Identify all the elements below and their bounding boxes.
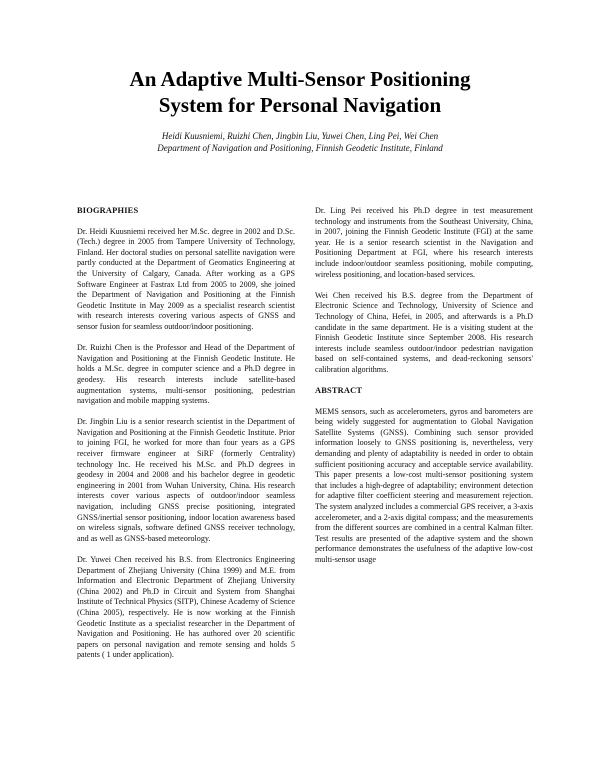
biography-yuwei-chen: Dr. Yuwei Chen received his B.S. from Electronics Engineering Department of Zhejiang University (China 1999) and M.E. from Information and Electronic Department of Zhejiang University (China 2002) and Ph.D in Circuit and System from Shanghai Institute of Technical Physics (SITP), Chinese Academy of Science (China 2005), respectively. He is now working at the Finnish Geodetic Institute as a specialist researcher in the Department of Navigation and Positioning. He has authored over 20 scientific papers on personal navigation and remote sensing and holds 5 patents ( 1 under application). [77,555,295,660]
paper-title [0,66,600,118]
biography-kuusniemi: Dr. Heidi Kuusniemi received her M.Sc. degree in 2002 and D.Sc. (Tech.) degree in 2005 from Tampere University of Technology, Finland. Her doctoral studies on personal satellite navigation were partly conducted at the Department of Geomatics Engineering at the University of Calgary, Canada. After working as a GPS Software Engineer at Fastrax Ltd from 2005 to 2009, she joined the Department of Navigation and Positioning at the Finnish Geodetic Institute in May 2009 as a specialist research scientist with research interests covering various aspects of GNSS and sensor fusion for seamless outdoor/indoor positioning. [77,226,295,331]
author-block [0,130,600,154]
biography-wei-chen: Wei Chen received his B.S. degree from the Department of Electronic Science and Technology, University of Science and Technology of China, Hefei, in 2005, and afterwards is a Ph.D candidate in the same department. He is a visiting student at the Finnish Geodetic Institute since September 2008. His research interests include seamless outdoor/indoor pedestrian navigation based on self-contained systems, and dead-reckoning sensors' calibration algorithms. [315,290,533,374]
biography-liu: Dr. Jingbin Liu is a senior research scientist in the Department of Navigation and Positioning at the Finnish Geodetic Institute. Prior to joining FGI, he worked for more than four years as a GPS receiver firmware engineer at SiRF (formerly Centrality) technology Inc. He received his M.Sc. and Ph.D degrees in geodesy in 2004 and 2008 and his bachelor degree in geodetic engineering in 2001 from Wuhan University, China. His research interests cover various aspects of outdoor/indoor seamless navigation, including GNSS precise positioning, integrated GNSS/inertial sensor positioning, indoor location awareness based on wireless signals, software defined GNSS receiver technology, and as well as GNSS-based meteorology. [77,417,295,543]
author-affiliation: Department of Navigation and Positioning, Finnish Geodetic Institute, Finland [157,143,443,153]
abstract-heading: ABSTRACT [315,386,363,396]
biographies-heading: BIOGRAPHIES [77,206,139,215]
author-names: Heidi Kuusniemi, Ruizhi Chen, Jingbin Liu, Yuwei Chen, Ling Pei, Wei Chen [161,131,439,141]
biography-pei: Dr. Ling Pei received his Ph.D degree in test measurement technology and instruments from the Southeast University, China, in 2007, joining the Finnish Geodetic Institute (FGI) at the same year. He is a senior research scientist in the Navigation and Positioning Department at FGI, where his research interests include indoor/outdoor seamless positioning, mobile computing, wireless positioning, and location-based services. [315,206,533,279]
biography-ruizhi-chen: Dr. Ruizhi Chen is the Professor and Head of the Department of Navigation and Positioning at the Finnish Geodetic Institute. He holds a M.Sc. degree in computer science and a Ph.D degree in geodesy. His research interests include satellite-based augmentation systems, multi-sensor positioning, pedestrian navigation and mobile mapping systems. [77,343,295,406]
title-line-2: System for Personal Navigation [158,93,442,117]
left-column [77,206,295,672]
right-column [315,206,533,576]
title-line-1: An Adaptive Multi-Sensor Positioning [129,67,471,91]
abstract-text: MEMS sensors, such as accelerometers, gyros and barometers are being widely suggested for augmentation to Global Navigation Satellite Systems (GNSS). Combining such sensor provided information loosely to GNSS positioning is, nevertheless, very demanding and plenty of adaptability is needed in order to obtain sufficient positioning accuracy and acceptable service availability. This paper presents a low-cost multi-sensor positioning system that includes a high-degree of adaptability; environment detection for adaptive filter coefficient steering and measurement rejection. The system analyzed includes a commercial GPS receiver, a 3-axis accelerometer, and a 2-axis digital compass; and the measurements from the different sources are combined in a central Kalman filter. Test results are presented of the adaptive system and the shown performance demonstrates the usefulness of the adaptive low-cost multi-sensor usage [315,406,533,564]
